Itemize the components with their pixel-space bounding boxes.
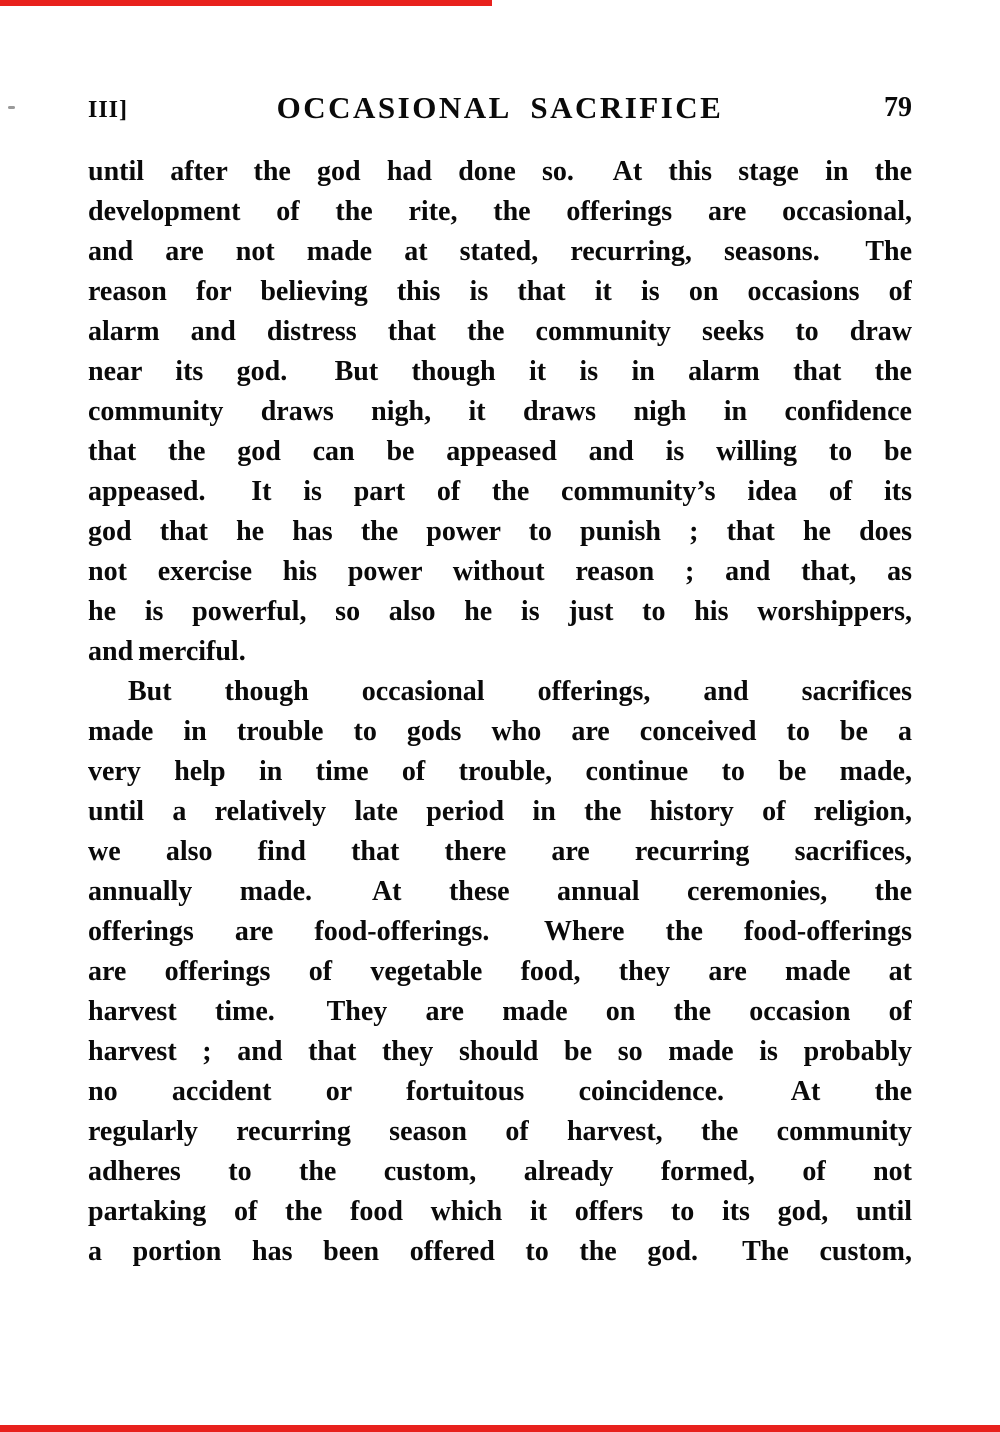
text-line: development of the rite, the offerings are occasional, [88, 196, 912, 227]
text-line: and merciful. [88, 636, 246, 667]
text-line: no accident or fortuitous coincidence. At the [88, 1076, 912, 1107]
text-line: offerings are food-offerings. Where the food-offerings [88, 916, 912, 947]
text-line: not exercise his power without reason ; and that, as [88, 556, 912, 587]
running-title: OCCASIONAL SACRIFICE [276, 90, 724, 125]
text-line: near its god. But though it is in alarm that the [88, 356, 912, 387]
scan-artifact-top-bar [0, 0, 492, 6]
page-number: 79 [884, 92, 912, 123]
scan-speck [8, 106, 15, 109]
text-line: partaking of the food which it offers to its god, until [88, 1196, 912, 1227]
text-line: until after the god had done so. At this stage in the [88, 156, 912, 187]
text-line: until a relatively late period in the history of religion, [88, 796, 912, 827]
running-header [88, 90, 912, 126]
text-line: regularly recurring season of harvest, the community [88, 1116, 912, 1147]
text-line: alarm and distress that the community seeks to draw [88, 316, 912, 347]
text-line: But though occasional offerings, and sacrifices [128, 676, 912, 707]
text-line: that the god can be appeased and is willing to be [88, 436, 912, 467]
text-line: appeased. It is part of the community’s idea of its [88, 476, 912, 507]
text-line: harvest time. They are made on the occasion of [88, 996, 912, 1027]
text-line: a portion has been offered to the god. The custom, [88, 1236, 912, 1267]
text-line: community draws nigh, it draws nigh in confidence [88, 396, 912, 427]
text-line: very help in time of trouble, continue to be made, [88, 756, 912, 787]
text-line: harvest ; and that they should be so made is probably [88, 1036, 912, 1067]
page-text-block [88, 152, 912, 1272]
text-line: are offerings of vegetable food, they are made at [88, 956, 912, 987]
text-line: god that he has the power to punish ; that he does [88, 516, 912, 547]
text-line: adheres to the custom, already formed, of not [88, 1156, 912, 1187]
text-line: annually made. At these annual ceremonies, the [88, 876, 912, 907]
scan-artifact-bottom-bar [0, 1425, 1000, 1432]
text-line: reason for believing this is that it is on occasions of [88, 276, 912, 307]
text-line: he is powerful, so also he is just to his worshippers, [88, 596, 912, 627]
chapter-marker: III] [88, 97, 129, 123]
text-line: we also find that there are recurring sacrifices, [88, 836, 912, 867]
text-line: made in trouble to gods who are conceived to be a [88, 716, 912, 747]
text-line: and are not made at stated, recurring, seasons. The [88, 236, 912, 267]
